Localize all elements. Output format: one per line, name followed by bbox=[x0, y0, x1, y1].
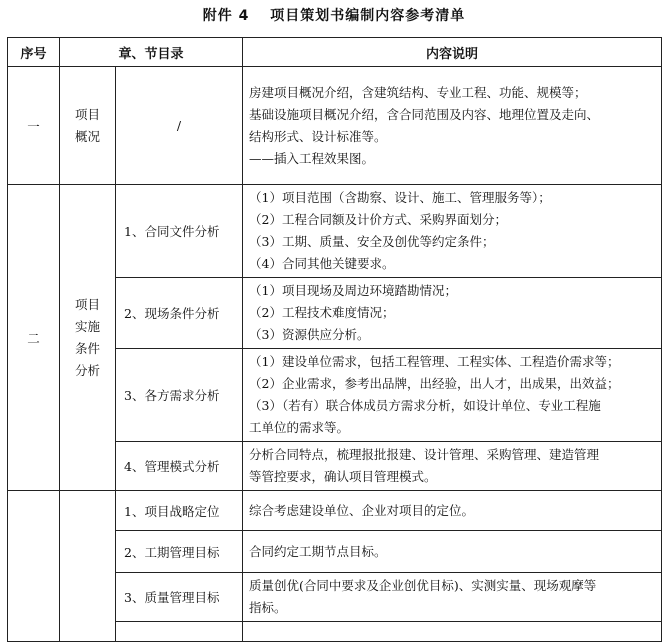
chapter-line: 实施 bbox=[74, 318, 100, 334]
header-content: 内容说明 bbox=[243, 38, 662, 67]
header-row bbox=[8, 38, 662, 67]
chapter-cell bbox=[60, 185, 116, 491]
content-line: （1）建设单位需求，包括工程管理、工程实体、工程造价需求等； bbox=[249, 354, 620, 369]
content-cell bbox=[243, 349, 662, 442]
content-line: （3）工期、质量、安全及创优等约定条件； bbox=[249, 234, 495, 249]
content-line: （2）企业需求，参考出品牌，出经验，出人才，出成果，出效益； bbox=[249, 376, 620, 391]
content-line: 等管控要求，确认项目管理模式。 bbox=[249, 469, 437, 484]
chapter-line: 分析 bbox=[74, 362, 100, 378]
content-cell bbox=[243, 185, 662, 278]
section-cell: 3、各方需求分析 bbox=[116, 349, 243, 442]
content-cell bbox=[243, 531, 662, 573]
content-line: （2）工程合同额及计价方式、采购界面划分； bbox=[249, 212, 507, 227]
table-row bbox=[8, 185, 662, 278]
content-cell bbox=[243, 67, 662, 185]
chapter-line: 项目 bbox=[74, 106, 100, 122]
content-line: ——插入工程效果图。 bbox=[249, 150, 375, 166]
row-index: 一 bbox=[8, 67, 60, 185]
section-cell: 4、管理模式分析 bbox=[116, 442, 243, 491]
chapter-line: 概况 bbox=[74, 128, 100, 144]
content-cell bbox=[243, 442, 662, 491]
chapter-cell bbox=[60, 67, 116, 185]
content-line: 房建项目概况介绍，含建筑结构、专业工程、功能、规模等； bbox=[249, 84, 587, 100]
content-line: 分析合同特点，梳理报批报建、设计管理、采购管理、建造管理 bbox=[249, 447, 600, 462]
content-line: 结构形式、设计标准等。 bbox=[249, 128, 387, 144]
table-row bbox=[8, 67, 662, 185]
section-cell: 2、工期管理目标 bbox=[116, 531, 243, 573]
row-index: 二 bbox=[8, 185, 60, 491]
content-line: 质量创优(合同中要求及企业创优目标)、实测实量、现场观摩等 bbox=[249, 578, 597, 593]
chapter-line: 条件 bbox=[74, 340, 100, 356]
content-line: 指标。 bbox=[249, 600, 287, 615]
content-line: （4）合同其他关键要求。 bbox=[249, 256, 395, 271]
content-line: （1）项目范围（含勘察、设计、施工、管理服务等）； bbox=[249, 190, 551, 205]
row-index bbox=[8, 491, 60, 642]
content-cell bbox=[243, 622, 662, 642]
section-cell: 3、质量管理目标 bbox=[116, 573, 243, 622]
document-title: 附件 4 项目策划书编制内容参考清单 bbox=[202, 8, 466, 24]
chapter-cell bbox=[60, 491, 116, 642]
plan-table bbox=[7, 37, 662, 642]
section-cell: 1、项目战略定位 bbox=[116, 491, 243, 531]
header-chapter: 章、节目录 bbox=[60, 38, 243, 67]
content-line: （1）项目现场及周边环境踏勘情况； bbox=[249, 283, 457, 298]
content-line: （2）工程技术难度情况； bbox=[249, 305, 395, 320]
content-cell bbox=[243, 573, 662, 622]
section-cell: 1、合同文件分析 bbox=[116, 185, 243, 278]
section-cell bbox=[116, 622, 243, 642]
section-cell: / bbox=[116, 67, 243, 185]
content-cell bbox=[243, 491, 662, 531]
section-cell: 2、现场条件分析 bbox=[116, 278, 243, 349]
table-row bbox=[8, 491, 662, 531]
content-line: （3）（若有）联合体成员方需求分析，如设计单位、专业工程施 bbox=[249, 398, 601, 413]
content-line: （3）资源供应分析。 bbox=[249, 327, 370, 342]
chapter-line: 项目 bbox=[74, 296, 100, 312]
content-line: 综合考虑建设单位、企业对项目的定位。 bbox=[249, 502, 475, 518]
content-cell bbox=[243, 278, 662, 349]
content-line: 工单位的需求等。 bbox=[249, 420, 350, 435]
content-line: 基础设施项目概况介绍，含合同范围及内容、地理位置及走向、 bbox=[249, 106, 600, 122]
header-index: 序号 bbox=[8, 38, 60, 67]
content-line: 合同约定工期节点目标。 bbox=[249, 543, 387, 559]
